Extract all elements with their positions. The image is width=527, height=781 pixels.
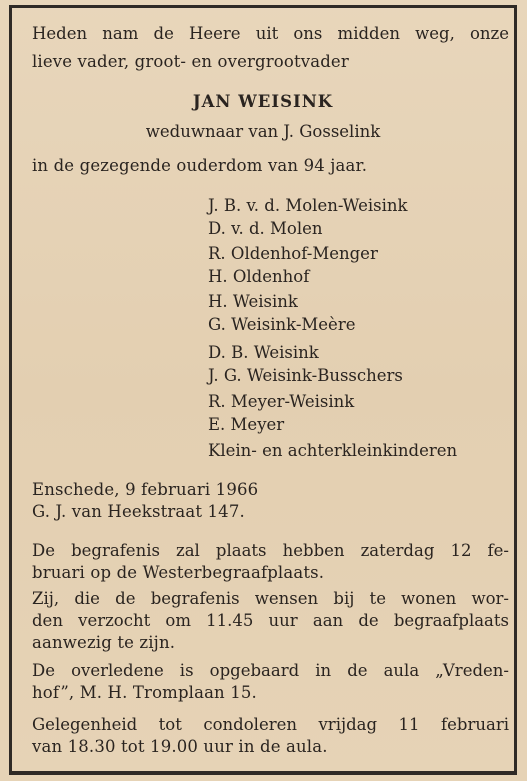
family-member: D. B. Weisink — [208, 343, 319, 362]
attend-line-2: den verzocht om 11.45 uur aan de begraafplaats — [32, 611, 509, 630]
funeral-line-2: bruari op de Westerbegraafplaats. — [32, 563, 325, 582]
family-member: Klein- en achterkleinkinderen — [208, 441, 458, 460]
obituary-frame — [9, 5, 517, 775]
age-line: in de gezegende ouderdom van 94 jaar. — [32, 156, 368, 175]
family-member: H. Oldenhof — [208, 267, 310, 286]
address: G. J. van Heekstraat 147. — [32, 502, 245, 521]
intro-line-1: Heden nam de Heere uit ons midden weg, onze — [32, 24, 509, 43]
funeral-line-1: De begrafenis zal plaats hebben zaterdag 12 fe- — [32, 541, 509, 560]
condolences-line-2: van 18.30 tot 19.00 uur in de aula. — [32, 737, 328, 756]
family-member: R. Meyer-Weisink — [208, 392, 355, 411]
widower-line: weduwnaar van J. Gosselink — [145, 122, 381, 141]
family-member: J. G. Weisink-Busschers — [208, 366, 403, 385]
place-date: Enschede, 9 februari 1966 — [32, 480, 259, 499]
family-member: H. Weisink — [208, 292, 298, 311]
attend-line-1: Zij, die de begrafenis wensen bij te wonen wor- — [32, 589, 509, 608]
laid-out-line-1: De overledene is opgebaard in de aula „Vreden- — [32, 661, 509, 680]
deceased-name: JAN WEISINK — [192, 92, 334, 111]
condolences-line-1: Gelegenheid tot condoleren vrijdag 11 februari — [32, 715, 509, 734]
family-member: E. Meyer — [208, 415, 285, 434]
intro-line-2: lieve vader, groot- en overgrootvader — [32, 52, 349, 71]
laid-out-line-2: hof”, M. H. Tromplaan 15. — [32, 683, 257, 702]
family-member: R. Oldenhof-Menger — [208, 244, 378, 263]
attend-line-3: aanwezig te zijn. — [32, 633, 176, 652]
family-member: G. Weisink-Meère — [208, 315, 356, 334]
family-member: D. v. d. Molen — [208, 219, 323, 238]
family-member: J. B. v. d. Molen-Weisink — [208, 196, 408, 215]
